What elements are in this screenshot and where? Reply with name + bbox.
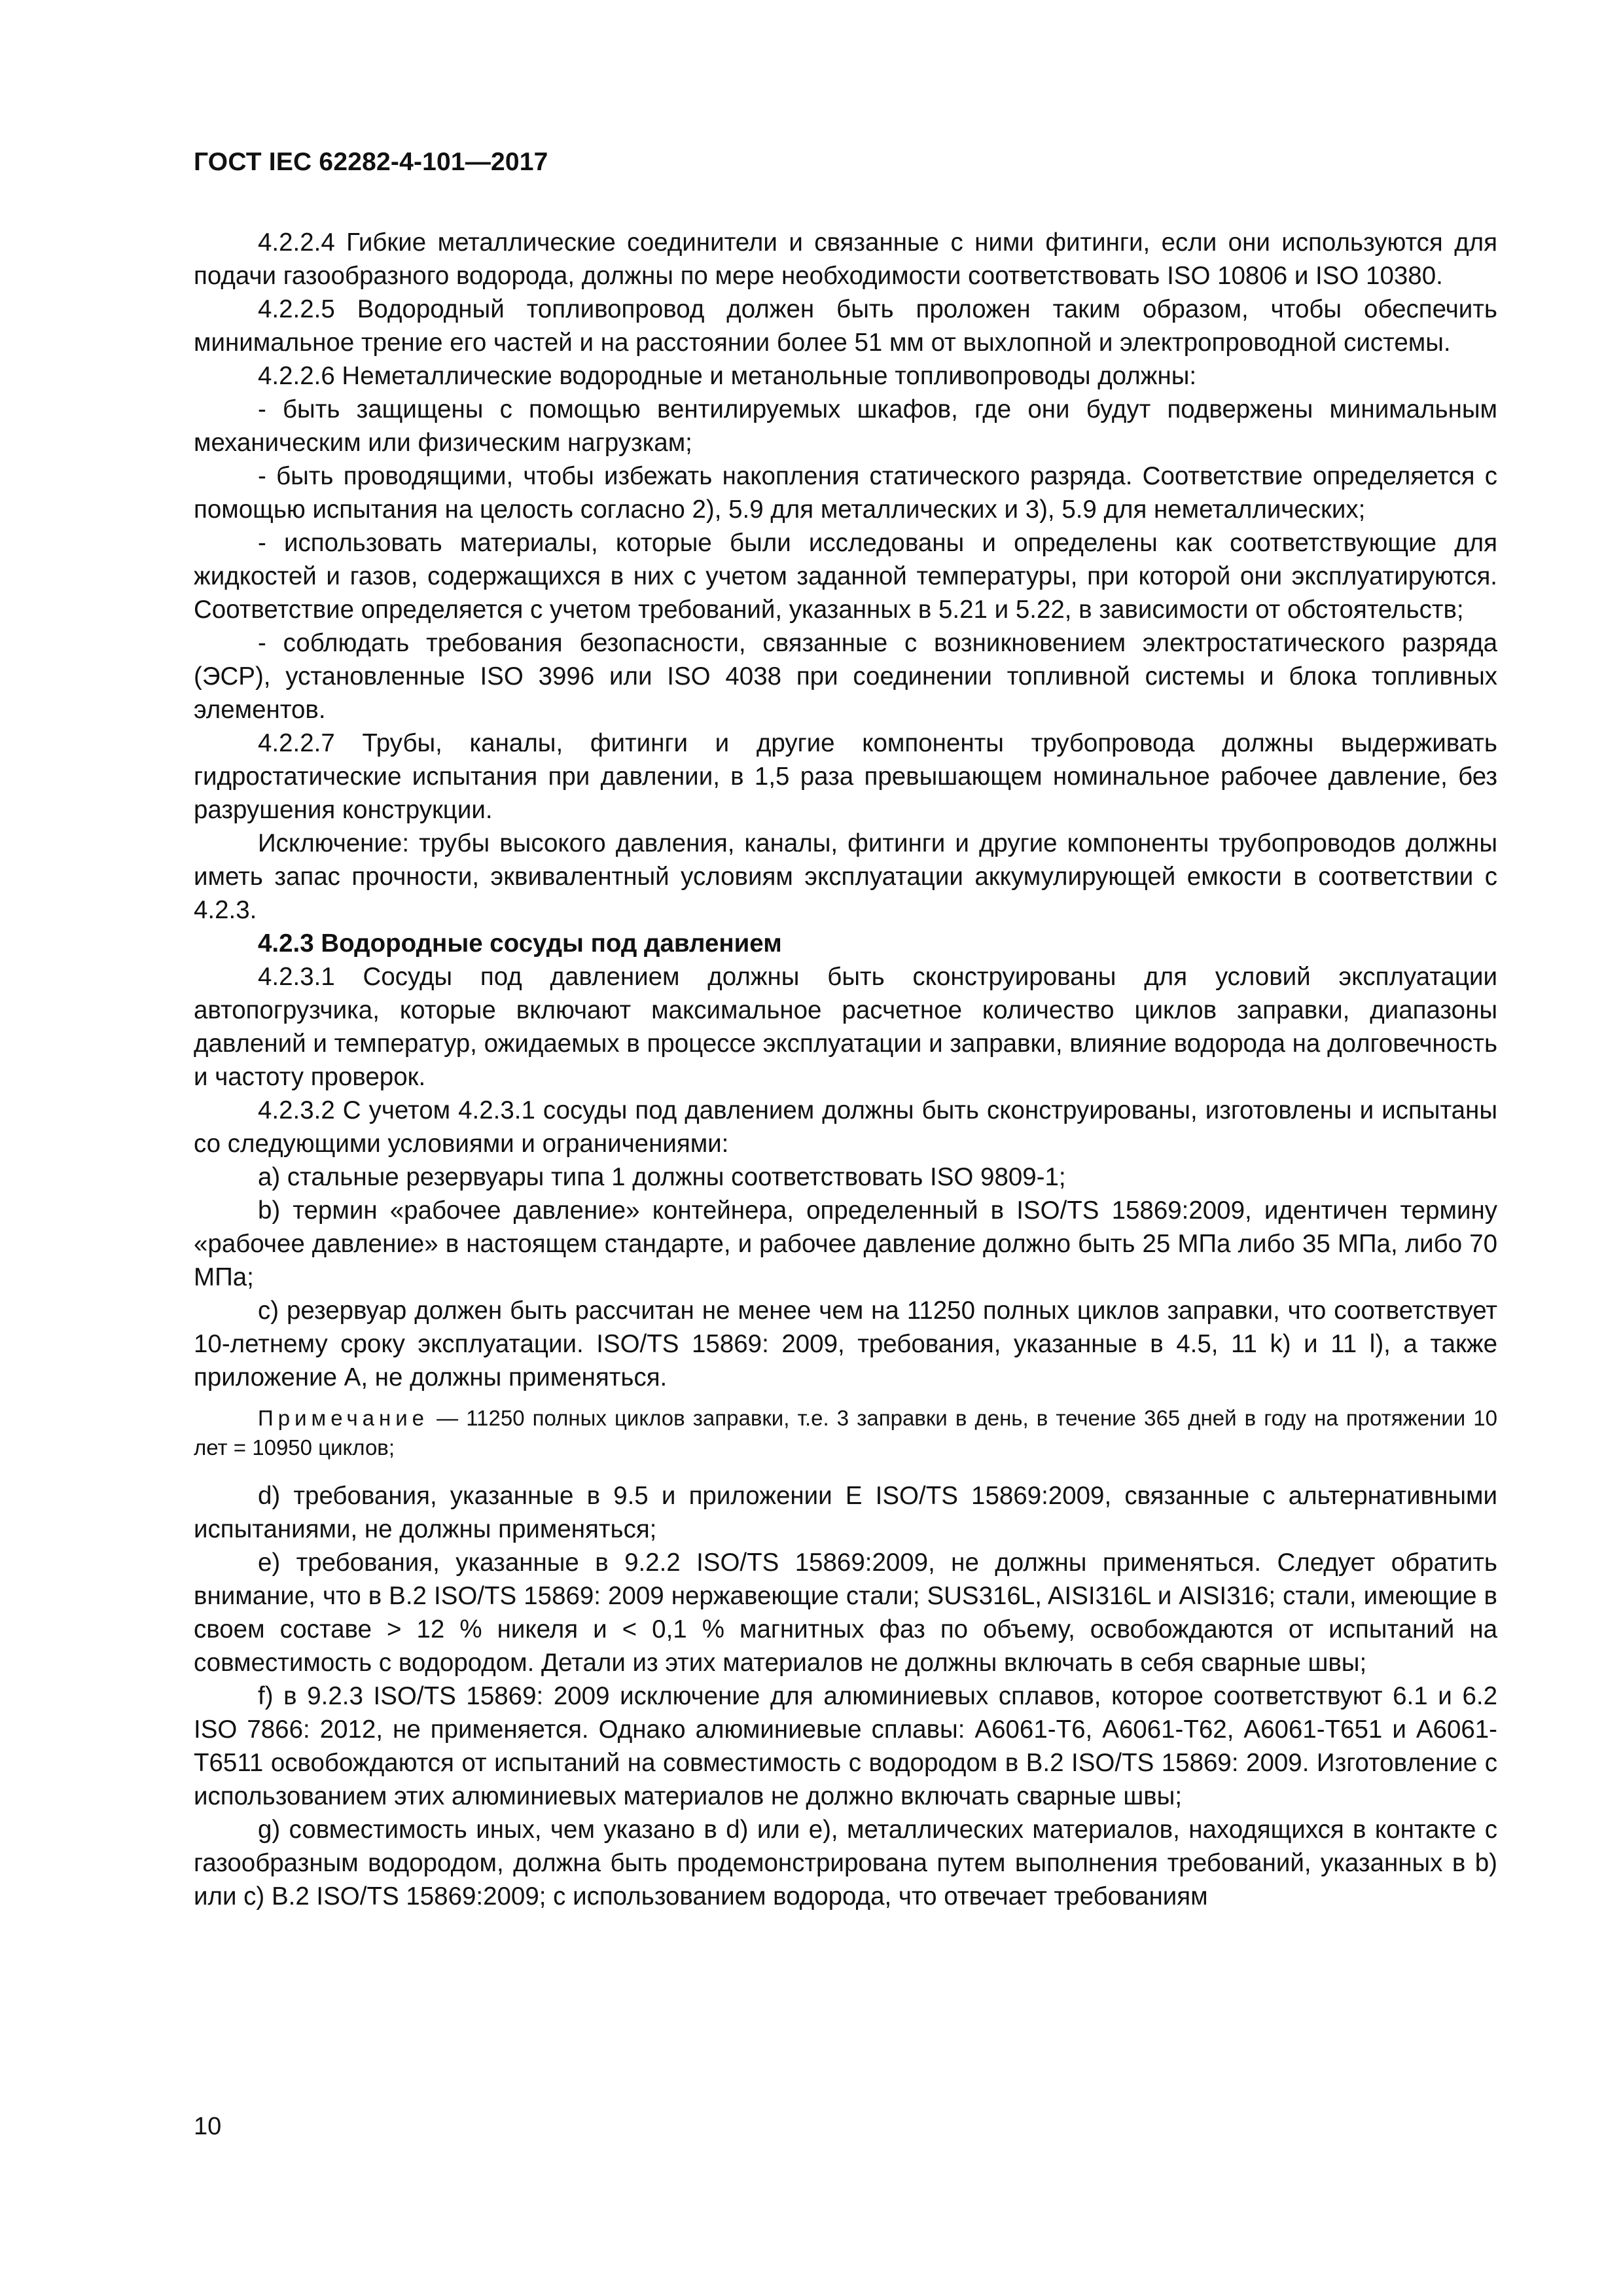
section-heading-4-2-3: 4.2.3 Водородные сосуды под давлением [258, 929, 782, 958]
list-item: - соблюдать требования безопасности, связанные с возникновением электростатического разряда (ЭСР), установленные ISO 3996 или ISO 4038 при соединении топливной системы и блока топливных элементов. [194, 629, 1497, 724]
paragraph-4-2-2-5: 4.2.2.5 Водородный топливопровод должен быть проложен таким образом, чтобы обеспечить минимальное трение его частей и на расстоянии более 51 мм от выхлопной и электропроводной системы. [194, 295, 1497, 357]
note-label: Примечание [258, 1406, 429, 1430]
paragraph-4-2-2-6: 4.2.2.6 Неметаллические водородные и метанольные топливопроводы должны: [258, 362, 1197, 390]
list-item: - быть защищены с помощью вентилируемых шкафов, где они будут подвержены минимальным механическим или физическим нагрузкам; [194, 395, 1497, 457]
list-item-b: b) термин «рабочее давление» контейнера, определенный в ISO/TS 15869:2009, идентичен термину «рабочее давление» в настоящем стандарте, и рабочее давление должно быть 25 МПа либо 35 МПа, либо 70 МПа; [194, 1196, 1497, 1291]
list-item-e: е) требования, указанные в 9.2.2 ISO/TS 15869:2009, не должны применяться. Следует обратить внимание, что в В.2 ISO/TS 15869: 2009 нержавеющие стали; SUS316L, AISI316L и AISI316; стали, имеющие в своем составе > 12 % никеля и < 0,1 % магнитных фаз по объему, освобождаются от испытаний на совместимость с водородом. Детали из этих материалов не должны включать в себя сварные швы; [194, 1549, 1497, 1677]
paragraph-4-2-2-4: 4.2.2.4 Гибкие металлические соединители и связанные с ними фитинги, если они используются для подачи газообразного водорода, должны по мере необходимости соответствовать ISO 10806 и ISO 10380. [194, 228, 1497, 290]
list-item-a: а) стальные резервуары типа 1 должны соответствовать ISO 9809-1; [258, 1163, 1066, 1191]
list-item-g: g) совместимость иных, чем указано в d) или е), металлических материалов, находящихся в контакте с газообразным водородом, должна быть продемонстрирована путем выполнения требований, указанных в b) или с) В.2 ISO/TS 15869:2009; с использованием водорода, что отвечает требованиям [194, 1816, 1497, 1910]
list-item-c: с) резервуар должен быть рассчитан не менее чем на 11250 полных циклов заправки, что соответствует 10-летнему сроку эксплуатации. ISO/TS 15869: 2009, требования, указанные в 4.5, 11 k) и 11 l), а также приложение А, не должны применяться. [194, 1297, 1497, 1391]
page-number: 10 [194, 2113, 222, 2140]
note-paragraph [194, 1403, 1497, 1462]
paragraph-4-2-3-2: 4.2.3.2 С учетом 4.2.3.1 сосуды под давлением должны быть сконструированы, изготовлены и испытаны со следующими условиями и ограничениями: [194, 1096, 1497, 1158]
paragraph-exception: Исключение: трубы высокого давления, каналы, фитинги и другие компоненты трубопроводов должны иметь запас прочности, эквивалентный условиям эксплуатации аккумулирующей емкости в соответствии с 4.2.3. [194, 829, 1497, 924]
paragraph-4-2-3-1: 4.2.3.1 Сосуды под давлением должны быть сконструированы для условий эксплуатации автопогрузчика, которые включают максимальное расчетное количество циклов заправки, диапазоны давлений и температур, ожидаемых в процессе эксплуатации и заправки, влияние водорода на долговечность и частоту проверок. [194, 963, 1497, 1091]
document-header: ГОСТ IEC 62282-4-101—2017 [194, 148, 548, 176]
list-item: - использовать материалы, которые были исследованы и определены как соответствующие для жидкостей и газов, содержащихся в них с учетом заданной температуры, при которой они эксплуатируются. Соответствие определяется с учетом требований, указанных в 5.21 и 5.22, в зависимости от обстоятельств; [194, 529, 1497, 624]
list-item-d: d) требования, указанные в 9.5 и приложении Е ISO/TS 15869:2009, связанные с альтернативными испытаниями, не должны применяться; [194, 1482, 1497, 1543]
list-item: - быть проводящими, чтобы избежать накопления статического разряда. Соответствие определяется с помощью испытания на целость согласно 2), 5.9 для металлических и 3), 5.9 для неметаллических; [194, 462, 1497, 524]
note-text: — 11250 полных циклов заправки, т.е. 3 заправки в день, в течение 365 дней в году на протяжении 10 лет = 10950 циклов; [194, 1406, 1497, 1460]
document-body [194, 226, 1497, 1913]
paragraph-4-2-2-7: 4.2.2.7 Трубы, каналы, фитинги и другие компоненты трубопровода должны выдерживать гидростатические испытания при давлении, в 1,5 раза превышающем номинальное рабочее давление, без разрушения конструкции. [194, 729, 1497, 824]
list-item-f: f) в 9.2.3 ISO/TS 15869: 2009 исключение для алюминиевых сплавов, которое соответствуют 6.1 и 6.2 ISO 7866: 2012, не применяется. Однако алюминиевые сплавы: А6061-Т6, А6061-Т62, А6061-Т651 и А6061-Т6511 освобождаются от испытаний на совместимость с водородом в В.2 ISO/TS 15869: 2009. Изготовление с использованием этих алюминиевых материалов не должно включать сварные швы; [194, 1682, 1497, 1810]
